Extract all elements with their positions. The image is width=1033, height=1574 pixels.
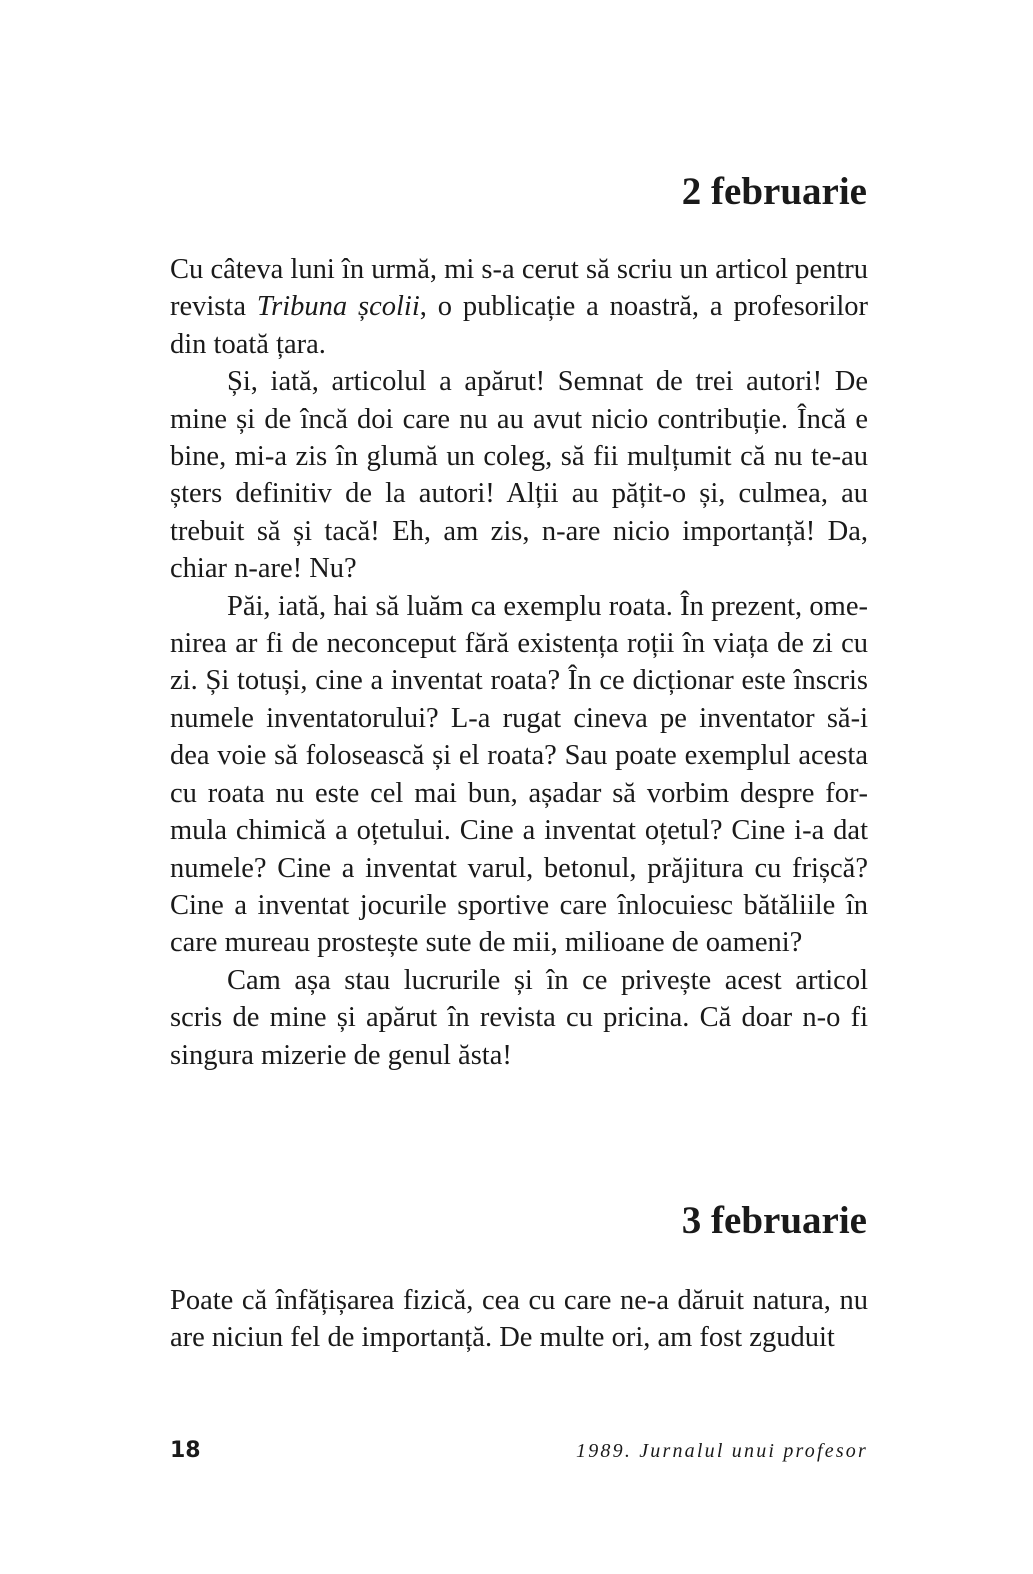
- paragraph: Păi, iată, hai să luăm ca exemplu roata. În prezent, omenirea ar fi de neconceput fără existența roții în viața de zi cu zi. Și totuși, cine a inventat roata? În ce dicționar este înscris numele inventatorului? L-a rugat cineva pe inventator să-i dea voie să folosească și el roata? Sau poate exemplul acesta cu roata nu este cel mai bun, așadar să vorbim despre formula chimică a oțetului. Cine a inventat oțetul? Cine i-a dat numele? Cine a inventat varul, betonul, prăjitura cu frișcă? Cine a inventat jocurile sportive care înlocuiesc bătăliile în care mureau prostește sute de mii, milioane de oameni?: [170, 590, 868, 959]
- paragraph-text-start: Cu câteva luni în urmă, mi s-a cerut să scriu un articol pentru revista: [170, 254, 868, 323]
- paragraph: [170, 251, 868, 363]
- entry-title-2-februarie: 2 februarie: [681, 170, 867, 213]
- page-number: 18: [170, 1438, 201, 1463]
- paragraph: Cam așa stau lucrurile și în ce privește acest articol scris de mine și apărut în revista cu pricina. Că doar n-o fi singura mizerie de genul ăsta!: [170, 964, 868, 1071]
- entry-body-3-februarie: [170, 1282, 868, 1357]
- entry-title-3-februarie: 3 februarie: [681, 1199, 867, 1242]
- running-title: 1989. Jurnalul unui profesor: [576, 1440, 868, 1462]
- page-footer: [170, 1436, 868, 1466]
- entry-body-2-februarie: [170, 251, 868, 1074]
- magazine-title: Tribuna școlii: [256, 291, 420, 323]
- paragraph-text-end: , o publicație a noastră, a profesorilor din toată țara.: [170, 291, 868, 360]
- paragraph: Și, iată, articolul a apărut! Semnat de trei autori! De mine și de încă doi care nu au avut nicio contribuție. Încă e bine, mi-a zis în glumă un coleg, să fii mulțumit că nu te-au șters definitiv de la autori! Alții au pățit-o și, culmea, au trebuit să și tacă! Eh, am zis, n-are nicio importanță! Da, chiar n-are! Nu?: [170, 366, 868, 585]
- paragraph: Poate că înfățișarea fizică, cea cu care ne-a dăruit natura, nu are niciun fel de importanță. De multe ori, am fost zguduit: [170, 1285, 868, 1354]
